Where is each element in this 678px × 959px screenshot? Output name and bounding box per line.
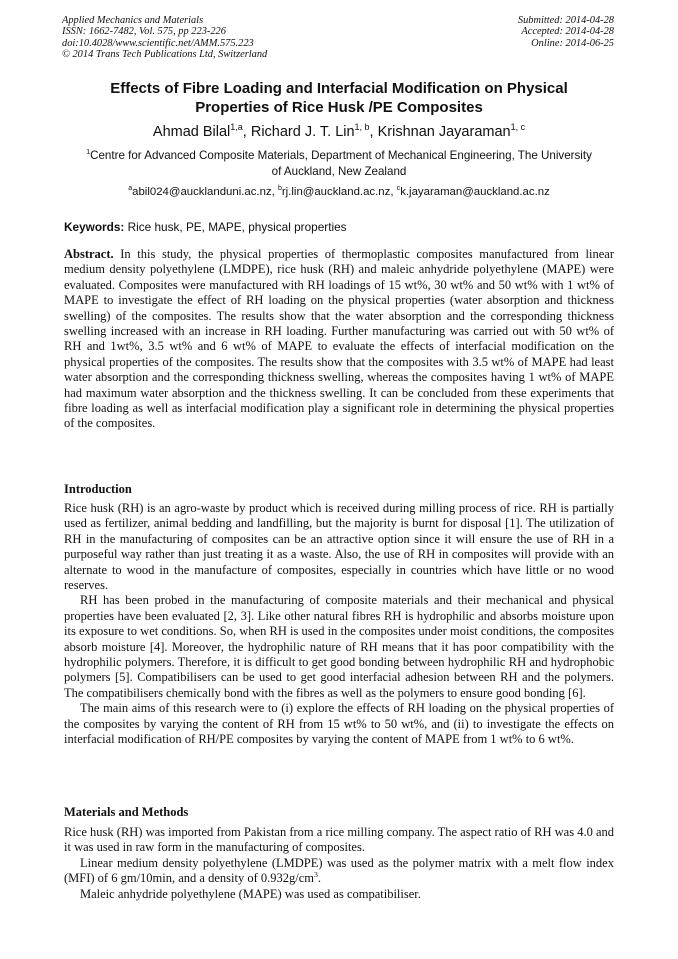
- intro-paragraph-3: The main aims of this research were to (i) explore the effects of RH loading on the physical properties of the composites by varying the content of RH from 15 wt% to 50 wt%, and (ii) to investigate the effects on interfacial modification of RH/PE composites by varying the content of MAPE from 1 wt% to 6 wt%.: [64, 701, 614, 747]
- affiliation-line-1: Centre for Advanced Composite Materials, Department of Mechanical Engineering, The University: [90, 149, 592, 162]
- submitted-date: Submitted: 2014-04-28: [517, 15, 614, 26]
- methods-p2-end: .: [317, 871, 321, 886]
- affiliation-line-2: of Auckland, New Zealand: [271, 164, 407, 178]
- keywords: [64, 220, 347, 235]
- keywords-text: Rice husk, PE, MAPE, physical properties: [124, 220, 347, 234]
- affiliation: [60, 148, 618, 179]
- copyright-line: © 2014 Trans Tech Publications Ltd, Switzerland: [62, 48, 268, 60]
- email-b-sup: b: [277, 185, 282, 193]
- keywords-label: Keywords:: [64, 220, 125, 234]
- methods-p2-text: Linear medium density polyethylene (LMDPE) was used as the polymer matrix with a melt flow index (MFI) of 6 gm/10min, and a density of 0.932g/cm: [64, 855, 614, 886]
- issn-line: ISSN: 1662-7482, Vol. 575, pp 223-226: [62, 26, 226, 38]
- author-separator: ,: [242, 124, 251, 140]
- email-list: [60, 185, 618, 200]
- dates-header: [518, 15, 614, 49]
- methods-body: [64, 825, 614, 902]
- email-a-sup: a: [128, 185, 133, 193]
- journal-header: [62, 15, 267, 60]
- abstract-label: Abstract.: [64, 247, 114, 261]
- email-c-sup: c: [396, 185, 401, 193]
- affiliation-sup: 1: [86, 147, 91, 157]
- intro-paragraph-2: RH has been probed in the manufacturing of composite materials and their mechanical and physical properties have been evaluated [2, 3]. Like other natural fibres RH is hydrophilic and absorbs moisture upon its exposure to wet conditions. So, when RH is used in the composites under moist conditions, the composites absorb moisture [4]. Moreover, the hydrophilic nature of RH means that it has poor compatibility with the hydrophilic polymers. Therefore, it is difficult to get good bonding between hydrophilic RH and hydrophobic polymers [5]. Compatibilisers can be used to get good interfacial adhesion between RH and the polymers. The compatibilisers chemically bond with the fibres as well as the polymers to ensure good bonding [6].: [64, 593, 614, 700]
- accepted-date: Accepted: 2014-04-28: [521, 26, 614, 38]
- author-list: [60, 123, 618, 141]
- author-separator: ,: [369, 124, 378, 140]
- abstract-text: In this study, the physical properties of thermoplastic composites manufactured from linear medium density polyethylene (LMDPE), rice husk (RH) and maleic anhydride polyethylene (MAPE) were evaluated. Composites were manufactured with RH loadings of 15 wt%, 30 wt% and 50 wt% with 1 wt% of MAPE to investigate the effect of RH loading on the physical properties (water absorption and thickness swelling) of the composites. The results show that the water absorption and the corresponding thickness swelling increased with an increase in RH loading. Further manufacturing was carried out with 50 wt% of RH and 1wt%, 3.5 wt% and 6 wt% of MAPE to evaluate the effects of interfacial modification on the physical properties of the composites. The results show that the composites with 3.5 wt% of MAPE had least water absorption and the corresponding thickness swelling, whereas the composites having 1 wt% of MAPE had maximum water absorption and the thickness swelling. It can be concluded from these experiments that fibre loading as well as interfacial modification play a significant role in determining the physical properties of the composites.: [64, 247, 614, 431]
- author-2-sup: 1, b: [354, 122, 370, 133]
- methods-p2-sup: 3: [313, 870, 318, 880]
- title-line-1: Effects of Fibre Loading and Interfacial Modification on Physical: [110, 80, 568, 97]
- author-2: Richard J. T. Lin: [250, 124, 355, 140]
- doi-line: doi:10.4028/www.scientific.net/AMM.575.223: [62, 37, 254, 49]
- methods-paragraph-2: [64, 856, 614, 887]
- author-1-sup: 1,a: [230, 122, 243, 133]
- email-a: abil024@aucklanduni.ac.nz,: [132, 186, 278, 198]
- intro-paragraph-1: Rice husk (RH) is an agro-waste by product which is received during milling process of rice. RH is partially used as fertilizer, animal bedding and landfilling, but the majority is burnt for disposal [1]. The utilization of RH in the manufacturing of composites can be an attractive option since it will ensure the use of RH in a purposeful way rather than just treating it as a waste. Also, the use of RH in composites will provide with an alternate to wood in the manufacture of composites, especially in countries which have little or no wood reserves.: [64, 501, 614, 593]
- email-b: rj.lin@auckland.ac.nz,: [281, 186, 397, 198]
- author-3-sup: 1, c: [510, 122, 526, 133]
- methods-paragraph-1: Rice husk (RH) was imported from Pakistan from a rice milling company. The aspect ratio of RH was 4.0 and it was used in raw form in the manufacturing of composites.: [64, 825, 614, 855]
- paper-title: [60, 80, 618, 117]
- abstract: [64, 247, 614, 432]
- introduction-heading: Introduction: [64, 482, 132, 496]
- author-1: Ahmad Bilal: [152, 124, 231, 140]
- introduction-body: [64, 501, 614, 748]
- journal-name: Applied Mechanics and Materials: [62, 15, 204, 26]
- online-date: Online: 2014-06-25: [531, 37, 614, 49]
- methods-heading: Materials and Methods: [64, 805, 189, 819]
- methods-paragraph-3: Maleic anhydride polyethylene (MAPE) was used as compatibiliser.: [80, 886, 421, 901]
- author-3: Krishnan Jayaraman: [377, 124, 511, 140]
- title-line-2: Properties of Rice Husk /PE Composites: [195, 98, 483, 116]
- email-c: k.jayaraman@auckland.ac.nz: [400, 186, 550, 198]
